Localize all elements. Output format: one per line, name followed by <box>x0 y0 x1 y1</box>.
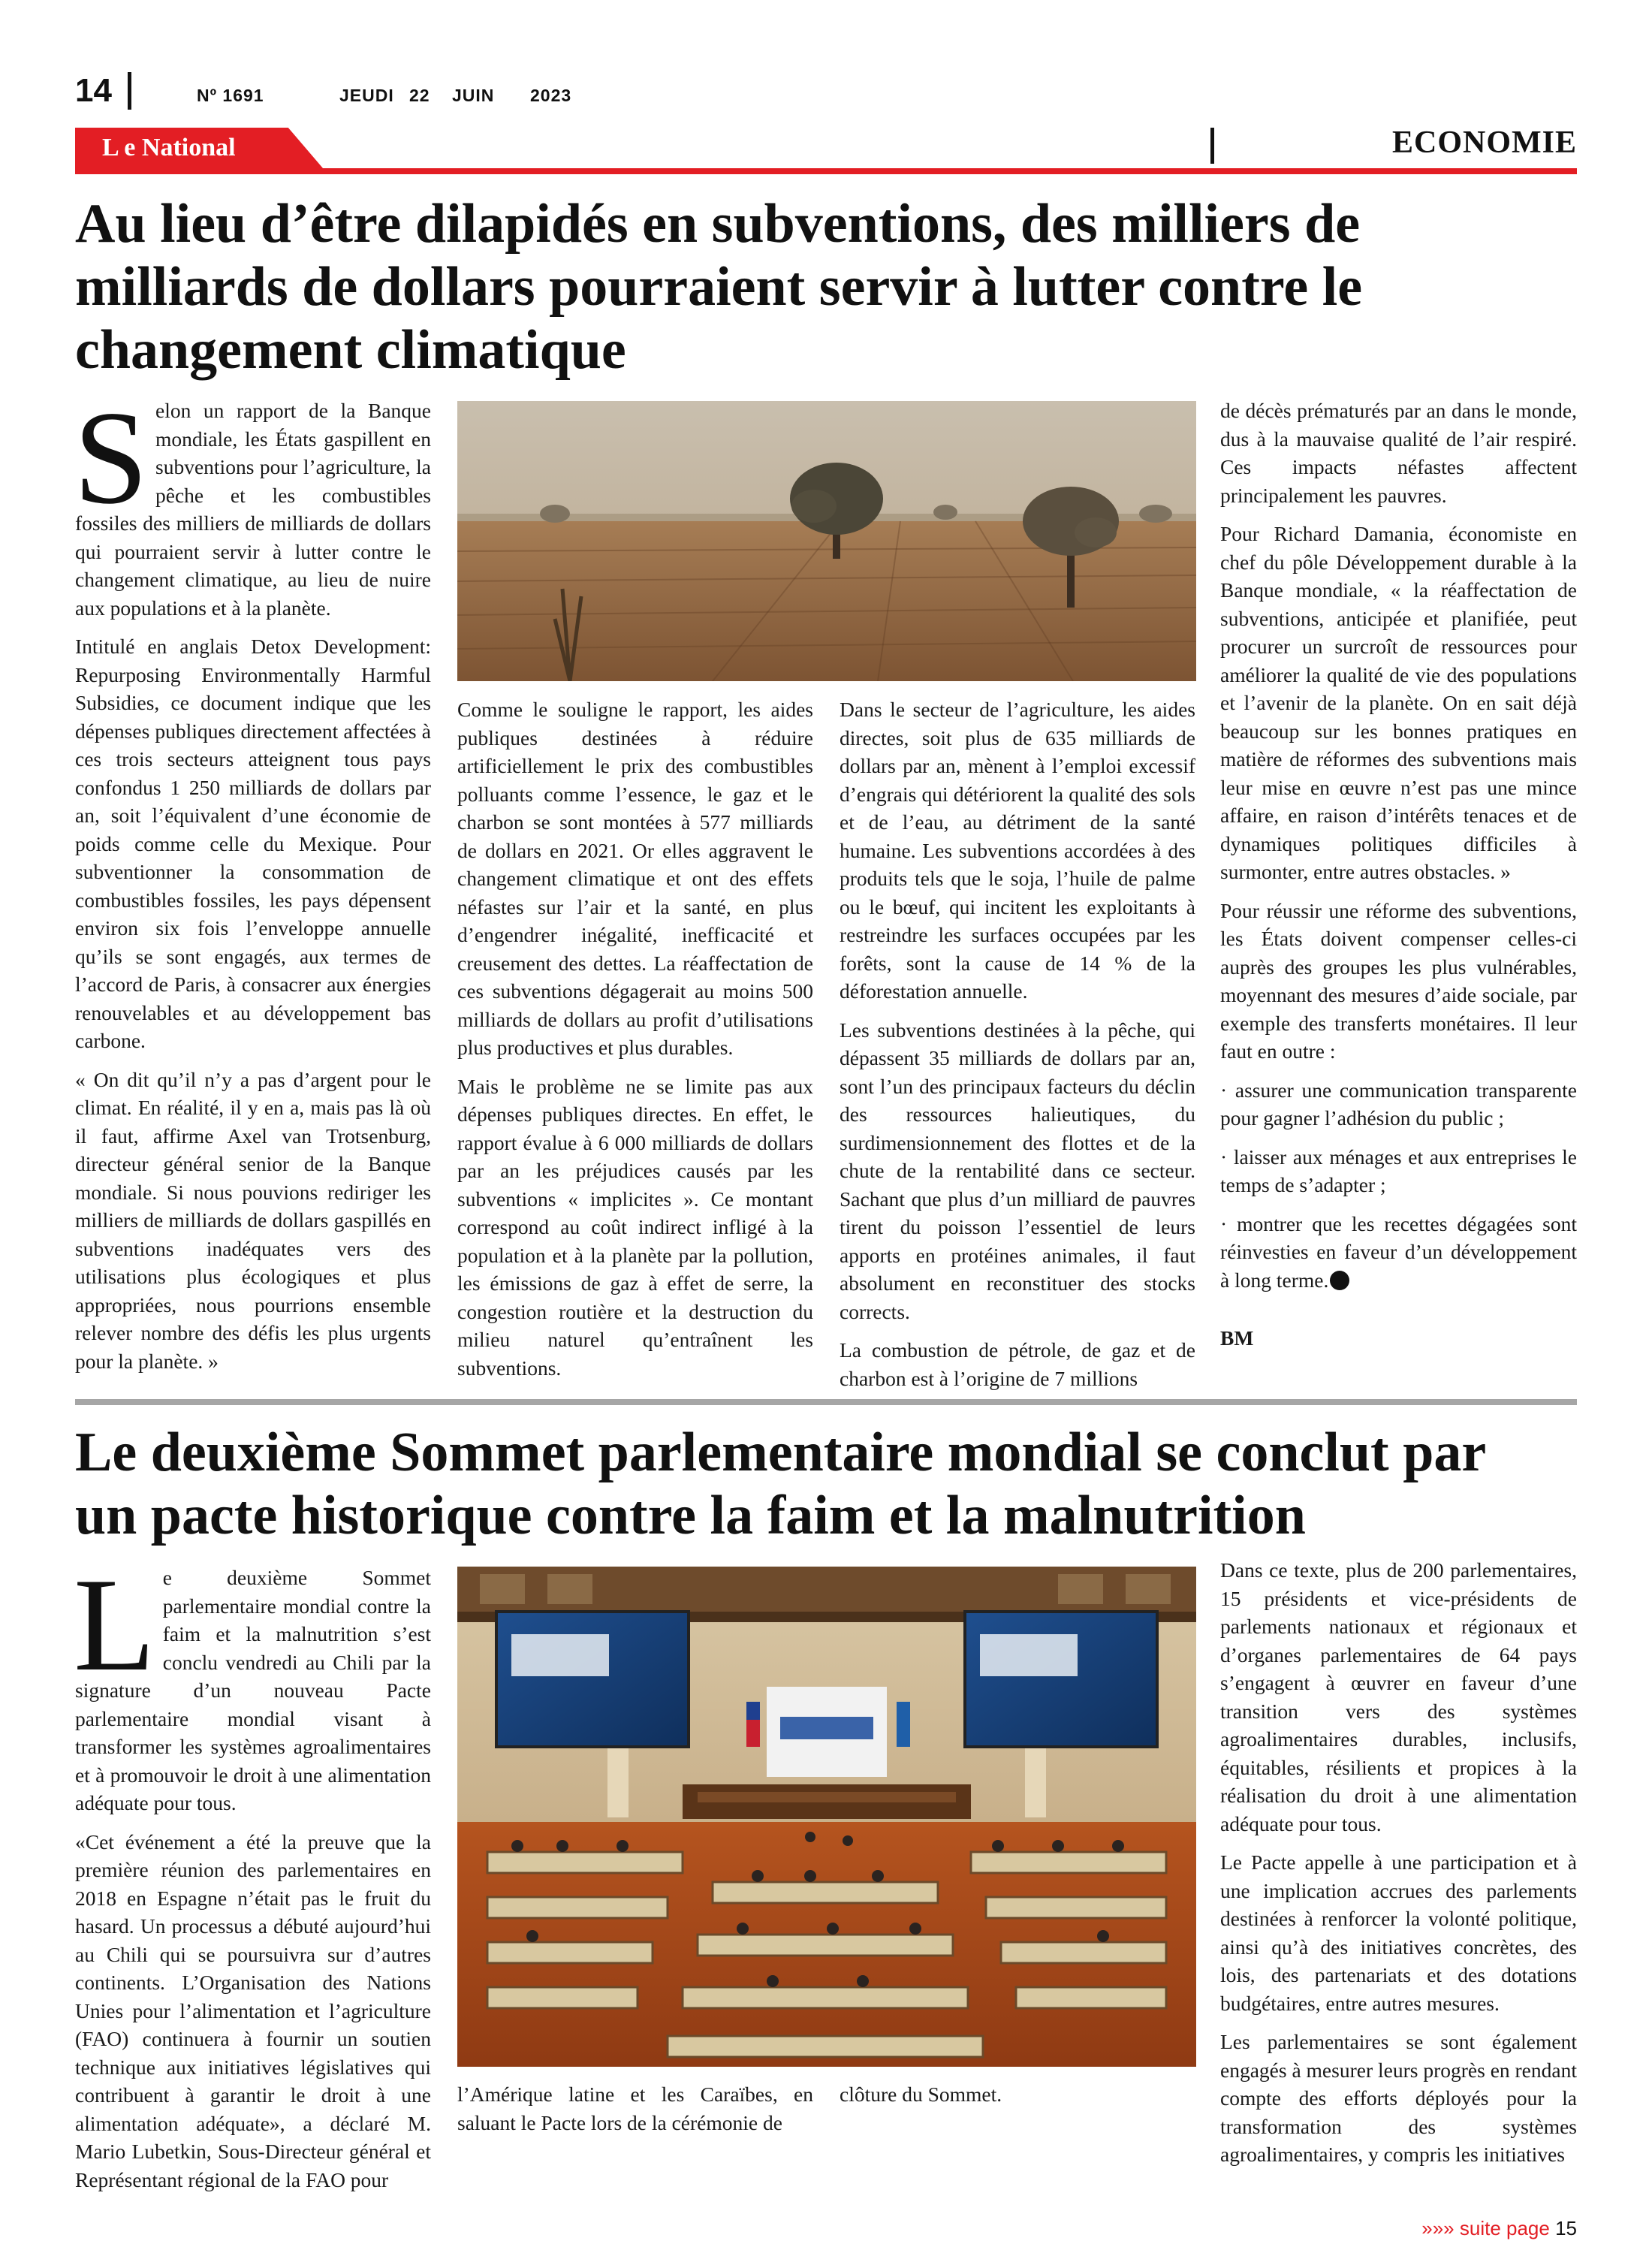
section-title: ECONOMIE <box>1391 125 1577 160</box>
parliament-chamber-photo <box>457 1567 1196 2067</box>
end-of-article-icon <box>1330 1271 1349 1290</box>
article2-headline: Le deuxième Sommet parlementaire mondial se conclut par un pacte historique contre la faim et la malnutrition <box>75 1422 1487 1546</box>
issue-number: Nº 1691 <box>197 86 264 105</box>
article1-headline: Au lieu d’être dilapidés en subventions, des milliers de milliards de dollars pourraient servir à lutter contre le changement climatique <box>75 193 1363 381</box>
date-day: 22 <box>409 86 430 105</box>
dropcap: S <box>74 383 148 532</box>
article2-column-4: Dans ce texte, plus de 200 parlementaires, 15 présidents et vice-présidents de parlements nationaux et régionaux et d’organes parlementaires de 64 pays s’engagent à œuvrer en faveur d’une transition vers des systèmes agroalimentaires durables, inclusifs, équitables, résilients et propices à la réalisation du droit à une alimentation adéquate pour tous. Le Pacte appelle à une participation et à une implication accrues des parlements destinées à renforcer la volonté politique, ainsi qu’à des initiatives concrètes, des lois, des partenariats et des dotations budgétaires, entre autres mesures. Les parlementaires se sont également engagés à mesurer leurs progrès en rendant compte des efforts déployés pour la transformation des systèmes agroalimentaires, y compris les initiatives <box>1220 1558 1577 2166</box>
header-rule <box>75 168 1577 174</box>
date-month: JUIN <box>452 86 495 105</box>
article-separator <box>75 1399 1577 1405</box>
weekday: JEUDI <box>339 86 394 105</box>
article2-column-1: Le deuxième Sommet parlementaire mondial contre la faim et la malnutrition s’est conclu vendredi au Chili par la signature d’un nouveau Pacte parlementaire mondial visant à transformer les systèmes agroalimentaires et à promouvoir le droit à une alimentation adéquate pour tous. «Cet événement a été la preuve que la première réunion des parlementaires en 2018 en Espagne n’était pas le fruit du hasard. Un processus a débuté aujourd’hui au Chili qui se poursuivra sur d’autres continents. L’Organisation des Nations Unies pour l’alimentation et l’agriculture (FAO) continuera à fournir un soutien technique aux initiatives législatives qui contribuent à garantir le droit à une alimentation adéquate», a déclaré M. Mario Lubetkin, Sous-Directeur général et Représentant régional de la FAO pour <box>74 1550 431 2191</box>
article1-signature: BM <box>1220 1326 1254 1350</box>
dropcap: L <box>74 1550 155 1699</box>
brand-name: L e National <box>102 134 236 161</box>
article1-column-1: Selon un rapport de la Banque mondiale, les États gaspillent en subventions pour l’agriculture, la pêche et les combustibles fossiles des milliers de milliards de dollars qui pourraient servir à lutter contre le changement climatique, au lieu de nuire aux populations et à la planète. Intitulé en anglais Detox Development: Repurposing Environmentally Harmful Subsidies, ce document indique que les dépenses publiques directement affectées à ces trois secteurs atteignent tous pays confondus 1 250 milliards de dollars par an, soit l’équivalent d’une économie de poids comme celle du Mexique. Pour subventionner la consommation de combustibles fossiles, les pays dépensent environ six fois l’enveloppe annuelle qu’ils se sont engagés, aux termes de l’accord de Paris, à consacrer aux énergies renouvelables et au développement bas carbone. « On dit qu’il n’y a pas d’argent pour le climat. En réalité, il y en a, mais pas là où il faut, affirme Axel van Trotsenburg, directeur général senior de la Banque mondiale. Si nous pouvions rediriger les milliers de milliards de dollars gaspillés en subventions inadéquates vers des utilisations plus écologiques et plus appropriées, nous pourrions ensemble relever nombre des défis les plus urgents pour la planète. » <box>74 383 431 1373</box>
section-divider <box>1210 128 1214 164</box>
savanna-trees-photo <box>457 401 1196 681</box>
page-number: 14 <box>75 72 112 109</box>
article1-column-3: Dans le secteur de l’agriculture, les aides directes, soit plus de 635 milliards de dollars par an, mènent à l’emploi excessif d’engrais qui détériorent la qualité des sols et de l’eau, au détriment de la santé humaine. Les subventions accordées à des produits tels que le soja, l’huile de palme ou le bœuf, qui incitent les exploitants à restreindre les surfaces occupées par les forêts, sont la cause de 14 % de la déforestation annuelle. Les subventions destinées à la pêche, qui dépassent 35 milliards de dollars par an, sont l’un des principaux facteurs du déclin des ressources halieutiques, du surdimensionnement des flottes et de la chute de la rentabilité dans ce secteur. Sachant que plus d’un milliard de pauvres tirent du poisson l’essentiel de leurs apports en protéines animales, il faut absolument en reconstituer des stocks corrects. La combustion de pétrole, de gaz et de charbon est à l’origine de 7 millions <box>840 698 1195 1390</box>
continued-on-page[interactable]: »»» suite page 15 <box>1421 2217 1577 2239</box>
article2-column-2: l’Amérique latine et les Caraïbes, en saluant le Pacte lors de la cérémonie de <box>457 2083 813 2134</box>
article2-column-3: clôture du Sommet. <box>840 2083 1002 2106</box>
date-year: 2023 <box>530 86 572 105</box>
page-number-divider <box>128 72 131 110</box>
article1-column-2: Comme le souligne le rapport, les aides publiques destinées à réduire artificiellement le prix des combustibles polluants comme l’essence, le gaz et le charbon se sont montées à 577 milliards de dollars en 2021. Or elles aggravent le changement climatique et ont des effets néfastes sur l’air et la santé, en plus d’engendrer inégalité, inefficacité et creusement des dettes. La réaffectation de ces subventions dégagerait au moins 500 milliards de dollars au profit d’utilisations plus productives et plus durables. Mais le problème ne se limite pas aux dépenses publiques directes. En effet, le rapport évalue à 6 000 milliards de dollars par an les préjudices causés par les subventions « implicites ». Ce montant correspond au coût indirect infligé à la population et à la planète par la pollution, les émissions de gaz à effet de serre, la congestion routière et la destruction du milieu naturel qu’entraînent les subventions. <box>457 698 813 1380</box>
article1-column-4: de décès prématurés par an dans le monde, dus à la mauvaise qualité de l’air respiré. Ces impacts néfastes affectent principalement les pauvres. Pour Richard Damania, économiste en chef du pôle Développement durable à la Banque mondiale, « la réaffectation de subventions, anticipée et planifiée, peut procurer un surcroît de ressources pour améliorer la qualité de vie des populations et l’avenir de la planète. On en sait déjà beaucoup sur les bonnes pratiques en matière de réformes des subventions mais leur mise en œuvre n’est pas une mince affaire, en raison d’intérêts tenaces et de dynamiques politiques difficiles à surmonter, entre autres obstacles. » Pour réussir une réforme des subventions, les États doivent compenser celles-ci auprès des groupes les plus vulnérables, moyennant des mesures d’aide sociale, par exemple des transferts monétaires. Il leur faut en outre : · assurer une communication transparente pour gagner l’adhésion du public ; · laisser aux ménages et aux entreprises le temps de s’adapter ; · montrer que les recettes dégagées sont réinvesties en faveur d’un développement à long terme. BM <box>1220 397 1577 1363</box>
